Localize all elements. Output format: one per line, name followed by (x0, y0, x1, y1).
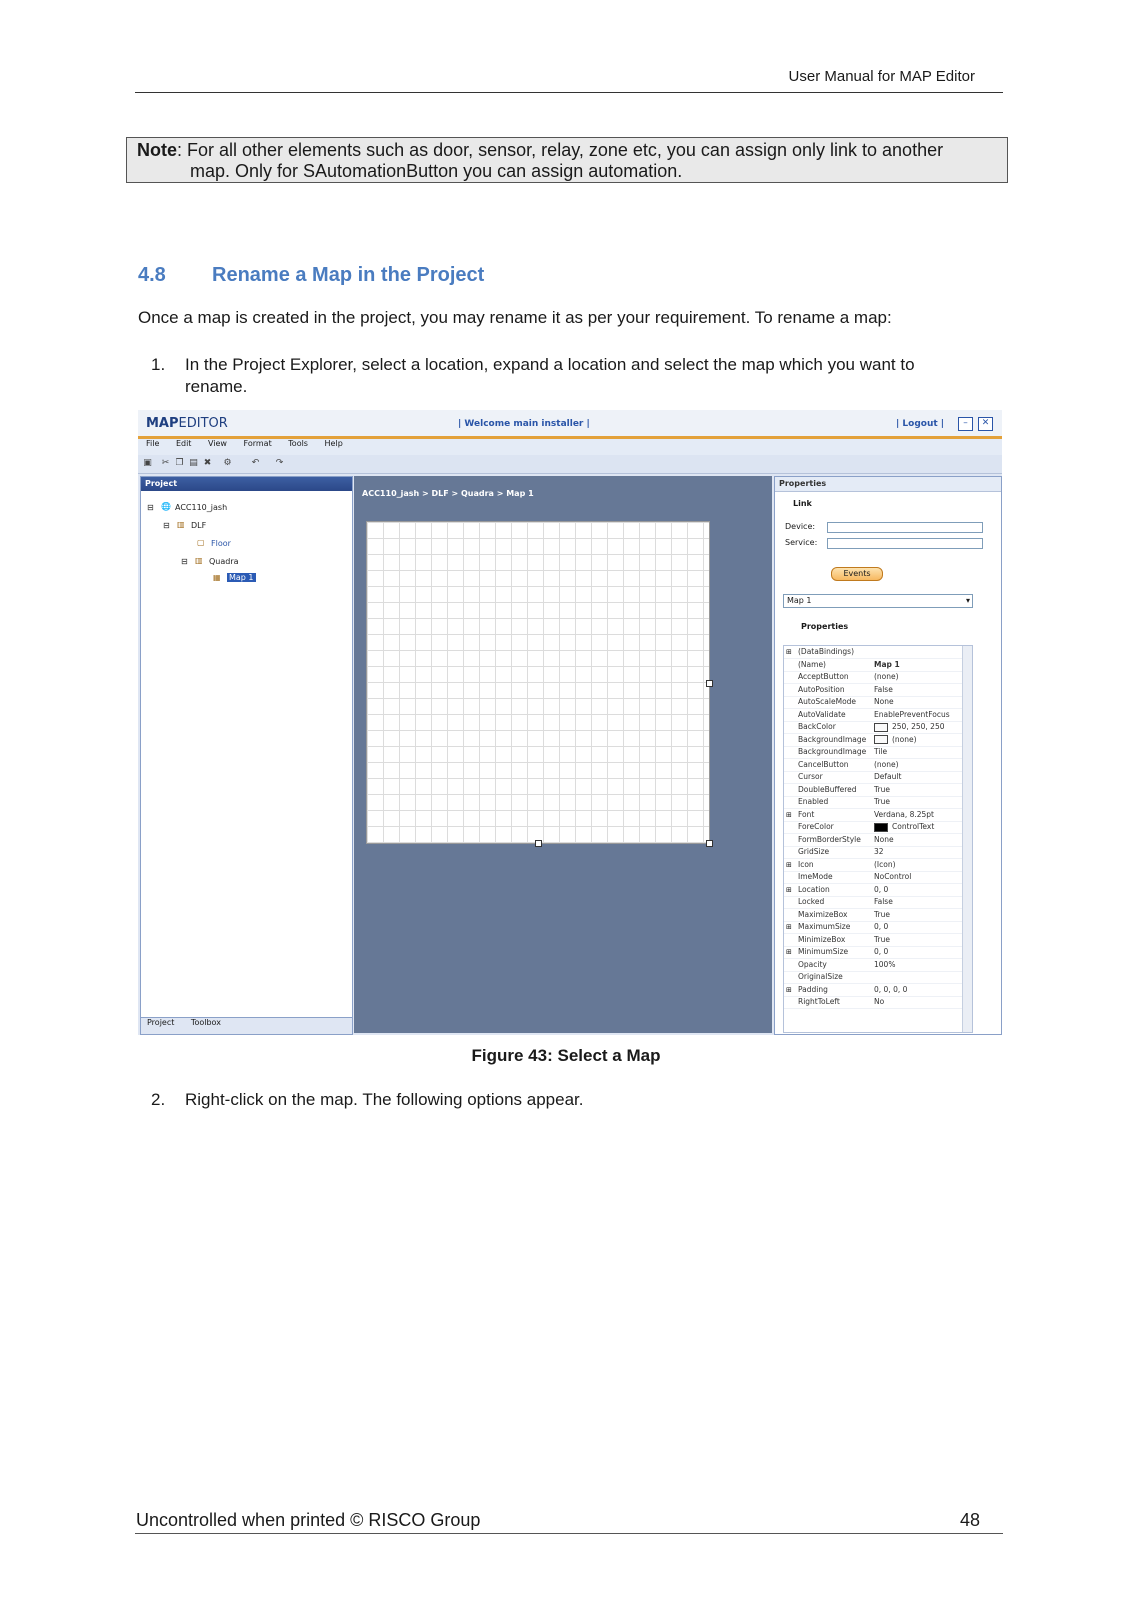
color-swatch (874, 823, 888, 832)
close-icon[interactable]: ✕ (978, 417, 993, 431)
building-icon: ▥ (177, 520, 185, 529)
property-value[interactable]: Default (874, 772, 902, 781)
tree-item-floor[interactable]: Floor (211, 539, 231, 548)
property-name: MinimumSize (798, 947, 849, 956)
logout-link[interactable]: | Logout | (896, 419, 945, 429)
property-row[interactable] (784, 984, 964, 997)
property-row[interactable] (784, 734, 964, 747)
tab-project[interactable]: Project (147, 1018, 175, 1027)
undo-icon[interactable]: ↶ (251, 458, 260, 468)
delete-icon[interactable]: ✖ (203, 458, 212, 468)
redo-icon[interactable]: ↷ (275, 458, 284, 468)
property-grid (783, 645, 973, 1033)
menu-format[interactable]: Format (243, 439, 272, 448)
property-value[interactable]: 0, 0 (874, 884, 889, 894)
cut-icon[interactable]: ✂ (161, 458, 170, 468)
property-row[interactable] (784, 809, 964, 822)
step-1-line-2: rename. (185, 377, 248, 396)
property-value[interactable]: (none) (874, 759, 899, 769)
building-icon: ▥ (195, 556, 203, 565)
property-row[interactable] (784, 896, 964, 909)
link-label: Link (793, 499, 812, 508)
property-row[interactable] (784, 671, 964, 684)
breadcrumb: ACC110_jash > DLF > Quadra > Map 1 (362, 489, 534, 498)
property-name: MinimizeBox (798, 934, 846, 944)
property-name: (Name) (798, 659, 826, 669)
property-name: Cursor (798, 772, 823, 781)
tab-toolbox[interactable]: Toolbox (190, 1018, 221, 1027)
property-row[interactable] (784, 821, 964, 834)
property-value[interactable]: 32 (874, 847, 884, 856)
property-name: AutoPosition (798, 684, 845, 694)
property-value[interactable]: True (874, 934, 890, 944)
expand-icon[interactable]: ⊞ (786, 923, 792, 931)
location-globe-icon: 🌐 (161, 502, 171, 511)
project-panel (140, 476, 353, 1035)
note-label: Note (137, 140, 177, 160)
property-value[interactable]: True (874, 784, 890, 794)
property-name: ImeMode (798, 872, 833, 881)
map-canvas[interactable] (366, 521, 710, 844)
property-value[interactable]: (none) (874, 734, 917, 746)
note-line-2: map. Only for SAutomationButton you can assign automation. (190, 161, 683, 181)
step-1-line-1: In the Project Explorer, select a location, expand a location and select the map which you want to (185, 355, 915, 374)
properties-panel (774, 476, 1002, 1035)
property-value[interactable]: No (874, 997, 885, 1006)
property-name: RightToLeft (798, 997, 840, 1006)
property-value[interactable]: None (874, 697, 894, 706)
property-value[interactable]: 100% (874, 959, 896, 969)
property-value[interactable]: Map 1 (874, 659, 900, 669)
property-value[interactable]: 0, 0 (874, 947, 889, 956)
tree-toggle-icon[interactable]: ⊟ (147, 503, 154, 512)
property-row[interactable] (784, 921, 964, 934)
header-rule (135, 92, 1003, 93)
property-name: MaximizeBox (798, 909, 848, 919)
note-box (126, 137, 1008, 183)
step-number-2: 2. (151, 1090, 166, 1109)
property-value[interactable]: 0, 0, 0, 0 (874, 984, 908, 994)
panel-tabs (141, 1017, 352, 1034)
property-row[interactable] (784, 959, 964, 972)
resize-handle[interactable] (535, 840, 542, 847)
menu-help[interactable]: Help (324, 439, 343, 448)
expand-icon[interactable]: ⊞ (786, 810, 792, 819)
expand-icon[interactable]: ⊞ (786, 985, 792, 994)
property-value[interactable]: True (874, 797, 890, 806)
property-name: AcceptButton (798, 672, 849, 681)
property-row[interactable] (784, 884, 964, 897)
property-row[interactable] (784, 796, 964, 809)
menu-bar (138, 439, 1002, 455)
property-row[interactable] (784, 684, 964, 697)
property-row[interactable] (784, 971, 964, 984)
tree-item-building[interactable]: DLF (191, 521, 207, 530)
chevron-down-icon: ▾ (965, 596, 970, 605)
property-row[interactable] (784, 846, 964, 859)
property-name: (DataBindings) (798, 647, 855, 656)
property-name: OriginalSize (798, 972, 843, 981)
map-editor-screenshot (138, 410, 1002, 1035)
color-swatch (874, 735, 888, 744)
property-row[interactable] (784, 871, 964, 884)
expand-icon[interactable]: ⊞ (786, 885, 792, 894)
paste-icon[interactable]: ▤ (189, 458, 198, 468)
menu-view[interactable]: View (207, 439, 227, 448)
service-label: Service: (785, 538, 818, 547)
step-text-2: Right-click on the map. The following options appear. (185, 1090, 584, 1109)
menu-tools[interactable]: Tools (288, 439, 308, 448)
property-value[interactable]: NoControl (874, 872, 912, 881)
property-name: BackColor (798, 722, 836, 731)
property-row[interactable] (784, 659, 964, 672)
property-row[interactable] (784, 771, 964, 784)
save-icon[interactable]: ▣ (143, 458, 152, 468)
app-topbar (138, 410, 1002, 439)
property-row[interactable] (784, 784, 964, 797)
property-name: Font (798, 809, 815, 819)
service-field[interactable] (827, 538, 983, 549)
property-row[interactable] (784, 834, 964, 847)
property-name: DoubleBuffered (798, 784, 857, 794)
property-value[interactable]: True (874, 909, 890, 919)
expand-icon[interactable]: ⊞ (786, 860, 792, 869)
property-value[interactable]: ControlText (874, 821, 934, 833)
tree-item-map[interactable]: Map 1 (229, 573, 254, 582)
property-value[interactable]: EnablePreventFocus (874, 709, 950, 719)
property-value[interactable]: 0, 0 (874, 922, 889, 931)
welcome-text: | Welcome main installer | (458, 419, 590, 429)
expand-icon[interactable]: ⊞ (786, 948, 792, 956)
property-value[interactable]: None (874, 834, 894, 844)
property-name: Location (798, 884, 830, 894)
footer-text: Uncontrolled when printed © RISCO Group (136, 1510, 481, 1530)
floor-icon: ▢ (197, 538, 205, 547)
property-name: GridSize (798, 847, 830, 856)
property-value[interactable]: False (874, 684, 893, 694)
resize-handle[interactable] (706, 840, 713, 847)
step-text-1 (185, 354, 915, 398)
tree-item-location[interactable]: ACC110_jash (175, 503, 228, 512)
property-row[interactable] (784, 996, 964, 1009)
property-name: ForeColor (798, 822, 834, 831)
page-number: 48 (960, 1510, 981, 1530)
object-selector[interactable]: Map 1 ▾ (783, 594, 973, 608)
property-value[interactable]: False (874, 897, 893, 906)
running-header: User Manual for MAP Editor (788, 68, 975, 85)
events-button[interactable]: Events (831, 567, 883, 581)
properties-panel-title: Properties (775, 477, 1001, 492)
tree-toggle-icon[interactable]: ⊟ (163, 521, 170, 530)
menu-file[interactable]: File (146, 439, 160, 448)
device-label: Device: (785, 522, 816, 531)
expand-icon[interactable]: ⊞ (786, 648, 792, 656)
properties-subtitle: Properties (801, 622, 849, 631)
intro-paragraph: Once a map is created in the project, you may rename it as per your requirement. To rename a map: (138, 308, 892, 327)
tool-icon[interactable]: ⚙ (223, 458, 232, 468)
property-row[interactable] (784, 746, 964, 759)
property-name: Locked (798, 897, 825, 906)
property-value[interactable]: Verdana, 8.25pt (874, 809, 934, 819)
property-name: BackgroundImage (798, 734, 867, 744)
section-title: Rename a Map in the Project (212, 264, 485, 286)
device-field[interactable] (827, 522, 983, 533)
step-number-1: 1. (151, 355, 166, 374)
property-row[interactable] (784, 909, 964, 922)
map-icon: ▦ (213, 573, 221, 582)
property-row[interactable] (784, 646, 964, 659)
property-name: Opacity (798, 959, 827, 969)
copy-icon[interactable]: ❐ (175, 458, 184, 468)
property-row[interactable] (784, 759, 964, 772)
property-row[interactable] (784, 946, 964, 959)
property-value[interactable]: 250, 250, 250 (874, 721, 944, 733)
tree-toggle-icon[interactable]: ⊟ (181, 557, 188, 566)
map-canvas-area (354, 476, 772, 1033)
tree-item-quadra[interactable]: Quadra (209, 557, 239, 566)
property-name: AutoValidate (798, 709, 846, 719)
property-name: CancelButton (798, 759, 849, 769)
property-row[interactable] (784, 721, 964, 734)
property-name: BackgroundImage (798, 747, 867, 756)
figure-caption: Figure 43: Select a Map (471, 1046, 661, 1065)
project-panel-title: Project (141, 477, 352, 491)
property-name: MaximumSize (798, 922, 851, 931)
property-value[interactable]: Tile (874, 747, 888, 756)
property-name: Padding (798, 984, 828, 994)
property-name: Enabled (798, 797, 829, 806)
property-grid-scrollbar[interactable] (962, 646, 972, 1032)
property-row[interactable] (784, 709, 964, 722)
property-name: Icon (798, 859, 814, 869)
toolbar (138, 455, 1002, 474)
property-value[interactable]: (Icon) (874, 859, 896, 869)
property-row[interactable] (784, 934, 964, 947)
app-logo: MAPEDITOR (146, 416, 228, 431)
menu-edit[interactable]: Edit (175, 439, 192, 448)
resize-handle[interactable] (706, 680, 713, 687)
property-row[interactable] (784, 696, 964, 709)
property-row[interactable] (784, 859, 964, 872)
property-name: AutoScaleMode (798, 697, 857, 706)
minimize-icon[interactable]: – (958, 417, 973, 431)
section-number: 4.8 (138, 264, 166, 286)
color-swatch (874, 723, 888, 732)
footer-rule (135, 1533, 1003, 1534)
property-name: FormBorderStyle (798, 834, 861, 844)
note-line-1: : For all other elements such as door, sensor, relay, zone etc, you can assign only link to another (177, 140, 944, 160)
property-value[interactable]: (none) (874, 672, 899, 681)
